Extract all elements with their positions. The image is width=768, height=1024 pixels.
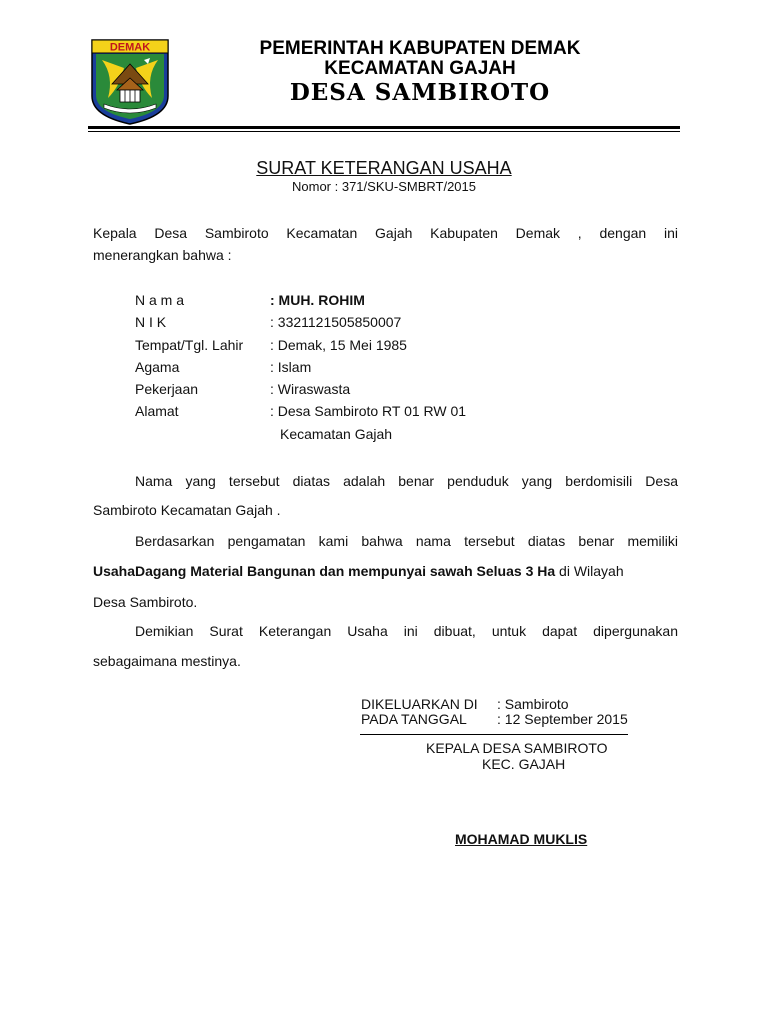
- identity-value-address-cont: Kecamatan Gajah: [280, 426, 393, 442]
- intro-line-1: Kepala Desa Sambiroto Kecamatan Gajah Kabupaten Demak , dengan ini: [93, 225, 678, 241]
- identity-label-address: Alamat: [135, 403, 179, 419]
- signature-divider: [360, 734, 628, 735]
- header-divider-thick: [88, 126, 680, 129]
- identity-label-nik: N I K: [135, 314, 167, 330]
- para2-line-2: [93, 560, 678, 582]
- issued-place-label: DIKELUARKAN DI: [361, 696, 478, 712]
- issued-date-label: PADA TANGGAL: [361, 711, 467, 727]
- signer-position-1: KEPALA DESA SAMBIROTO: [426, 740, 608, 756]
- header-line-2: KECAMATAN GAJAH: [324, 58, 516, 79]
- header-divider-thin: [88, 131, 680, 132]
- identity-value-religion: : Islam: [270, 359, 312, 375]
- issued-date-value: : 12 September 2015: [497, 711, 628, 727]
- para2-line-3: Desa Sambiroto.: [93, 594, 198, 610]
- identity-value-occupation: : Wiraswasta: [270, 381, 351, 397]
- business-description: UsahaDagang Material Bangunan dan mempunyai sawah Seluas 3 Ha: [93, 563, 556, 579]
- para1-line-2: Sambiroto Kecamatan Gajah .: [93, 502, 281, 518]
- letter-title: SURAT KETERANGAN USAHA: [256, 158, 512, 178]
- para3-line-1: Demikian Surat Keterangan Usaha ini dibuat, untuk dapat dipergunakan: [135, 623, 678, 639]
- para3-line-2: sebagaimana mestinya.: [93, 653, 241, 669]
- signer-position-2: KEC. GAJAH: [482, 756, 566, 772]
- para2-line-2-rest: di Wilayah: [555, 563, 624, 579]
- issued-place-value: : Sambiroto: [497, 696, 569, 712]
- para1-line-1: Nama yang tersebut diatas adalah benar penduduk yang berdomisili Desa: [135, 473, 678, 489]
- identity-label-occupation: Pekerjaan: [135, 381, 199, 397]
- identity-value-name: : MUH. ROHIM: [270, 292, 365, 308]
- identity-value-nik: : 3321121505850007: [270, 314, 402, 330]
- identity-label-religion: Agama: [135, 359, 180, 375]
- identity-label-birth: Tempat/Tgl. Lahir: [135, 337, 244, 353]
- identity-value-birth: : Demak, 15 Mei 1985: [270, 337, 407, 353]
- letter-number: Nomor : 371/SKU-SMBRT/2015: [292, 179, 476, 194]
- identity-value-address: : Desa Sambiroto RT 01 RW 01: [270, 403, 467, 419]
- demak-logo: [90, 38, 170, 126]
- intro-line-2: menerangkan bahwa :: [93, 247, 232, 263]
- header-line-1: PEMERINTAH KABUPATEN DEMAK: [259, 38, 581, 59]
- header-village-name: DESA SAMBIROTO: [289, 79, 551, 106]
- signer-name: MOHAMAD MUKLIS: [455, 831, 588, 847]
- identity-label-name: N a m a: [135, 292, 185, 308]
- para2-line-1: Berdasarkan pengamatan kami bahwa nama tersebut diatas benar memiliki: [135, 533, 678, 549]
- logo-text: DEMAK: [109, 41, 151, 54]
